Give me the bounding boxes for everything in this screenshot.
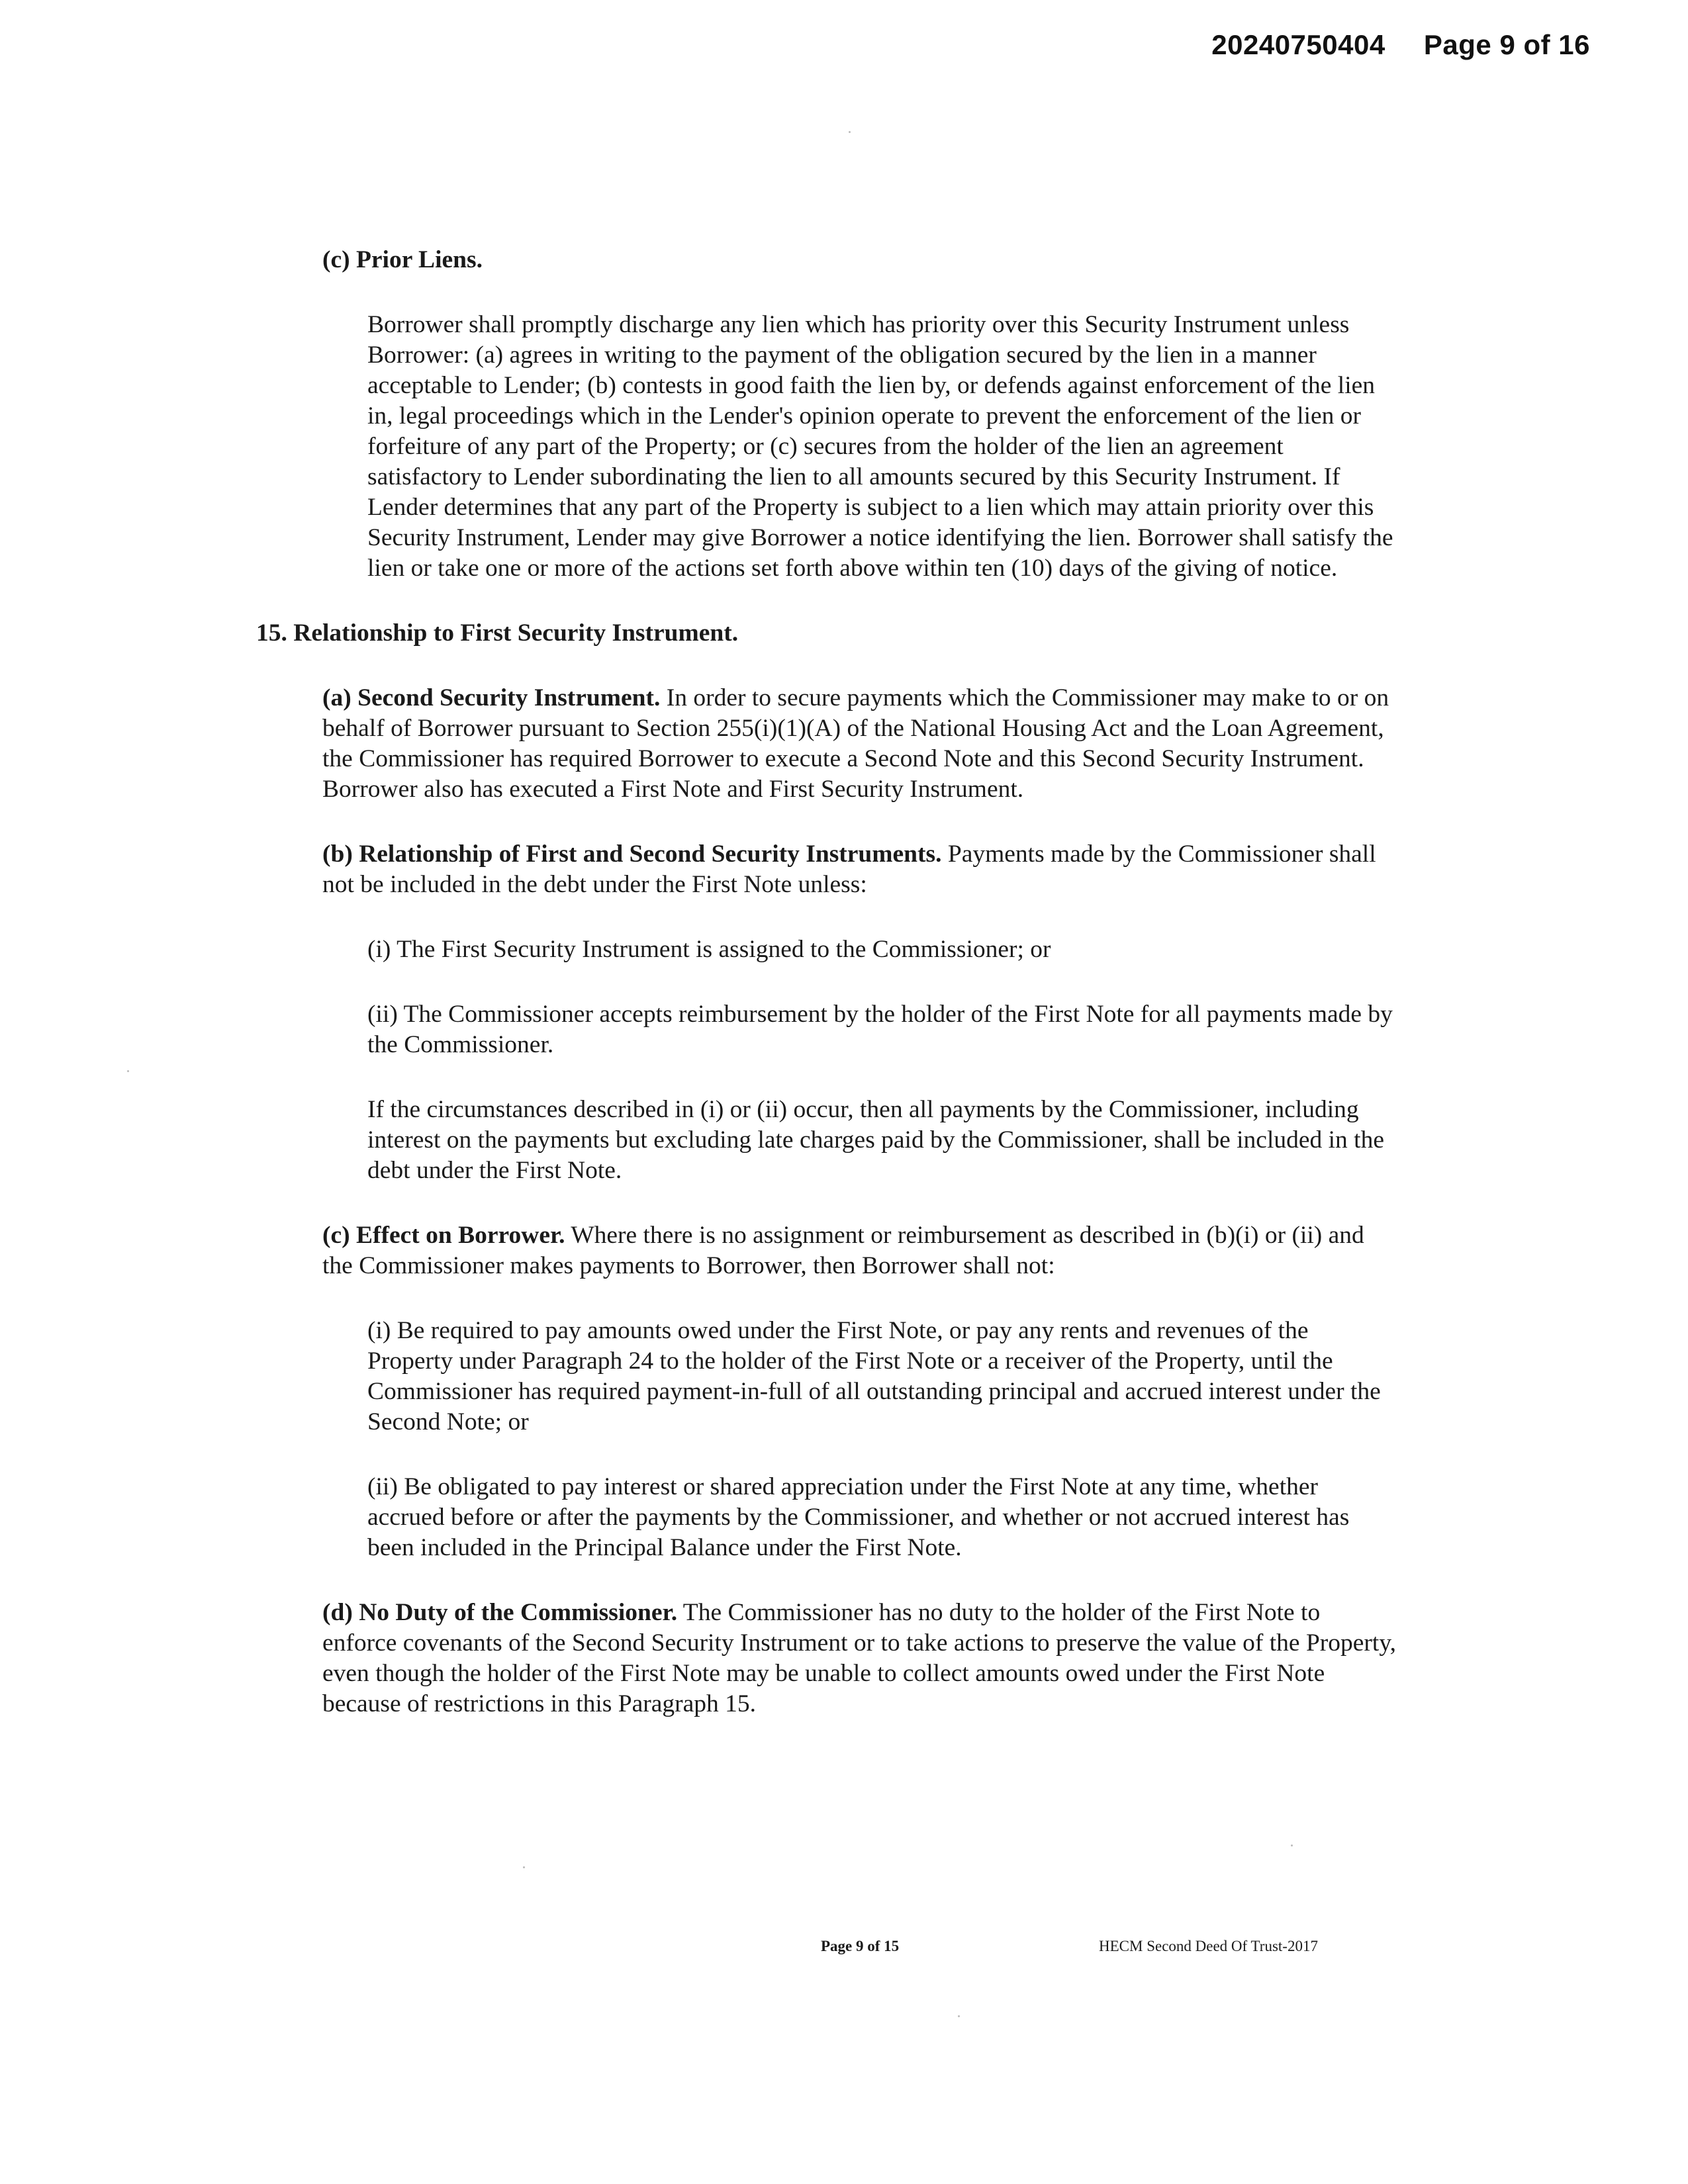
paragraph-15d-label: (d) No Duty of the Commissioner. xyxy=(322,1599,678,1626)
document-body xyxy=(0,245,1688,1754)
recording-page-label: Page 9 of 16 xyxy=(1423,29,1590,60)
paragraph-15b-label: (b) Relationship of First and Second Security Instruments. xyxy=(322,841,942,868)
paragraph-15b-i: (i) The First Security Instrument is assigned to the Commissioner; or xyxy=(367,936,1051,963)
paragraph-15c-ii: (ii) Be obligated to pay interest or shared appreciation under the First Note at any time, whether accrued before or after the payments by the Commissioner, and whether or not accrued interest has been included in the Principal Balance under the First Note. xyxy=(367,1473,1350,1561)
recording-stamp xyxy=(1211,29,1590,61)
paragraph-15c-i: (i) Be required to pay amounts owed under the First Note, or pay any rents and revenues of the Property under Paragraph 24 to the holder of the First Note or a receiver of the Property, until the Commissioner has required payment-in-full of all outstanding principal and accrued interest under the Second Note; or xyxy=(367,1317,1381,1435)
document-number: 20240750404 xyxy=(1211,29,1385,60)
footer-page-label: Page 9 of 15 xyxy=(821,1938,900,1954)
scan-speck xyxy=(849,131,851,133)
paragraph-15d-text: The Commissioner has no duty to the holder of the First Note to enforce covenants of the Second Security Instrument or to take actions to preserve the value of the Property, even though the holder of the First Note may be unable to collect amounts owed under the First Note because of restrictions in this Paragraph 15. xyxy=(322,1599,1397,1717)
paragraph-15b-closing: If the circumstances described in (i) or (ii) occur, then all payments by the Commissioner, including interest on the payments but excluding late charges paid by the Commissioner, shall be included in the debt under the First Note. xyxy=(367,1096,1384,1184)
paragraph-15a-label: (a) Second Security Instrument. xyxy=(322,684,661,711)
scan-speck xyxy=(958,2015,960,2017)
paragraph-15b-ii: (ii) The Commissioner accepts reimbursement by the holder of the First Note for all payments made by the Commissioner. xyxy=(367,1001,1393,1058)
paragraph-15a xyxy=(322,683,1398,805)
scan-speck xyxy=(523,1866,525,1868)
paragraph-15c-label: (c) Effect on Borrower. xyxy=(322,1222,565,1249)
paragraph-15b xyxy=(322,839,1398,900)
scan-speck xyxy=(127,1070,129,1072)
prior-liens-paragraph: Borrower shall promptly discharge any lien which has priority over this Security Instrument unless Borrower: (a) agrees in writing to the payment of the obligation secured by the lien in a manner acceptable to Lender; (b) contests in good faith the lien by, or defends against enforcement of the lien in, legal proceedings which in the Lender's opinion operate to prevent the enforcement of the lien or forfeiture of any part of the Property; or (c) secures from the holder of the lien an agreement satisfactory to Lender subordinating the lien to all amounts secured by this Security Instrument. If Lender determines that any part of the Property is subject to a lien which may attain priority over this Security Instrument, Lender may give Borrower a notice identifying the lien. Borrower shall satisfy the lien or take one or more of the actions set forth above within ten (10) days of the giving of notice. xyxy=(367,311,1393,582)
footer-form-label: HECM Second Deed Of Trust-2017 xyxy=(1099,1938,1318,1954)
paragraph-15a-text: In order to secure payments which the Commissioner may make to or on behalf of Borrower pursuant to Section 255(i)(1)(A) of the National Housing Act and the Loan Agreement, the Commissioner has required Borrower to execute a Second Note and this Second Security Instrument. Borrower also has executed a First Note and First Security Instrument. xyxy=(322,684,1389,803)
section-15-heading: 15. Relationship to First Security Instrument. xyxy=(256,619,739,647)
paragraph-15c xyxy=(322,1220,1398,1281)
scan-speck xyxy=(1291,1844,1293,1846)
paragraph-15d xyxy=(322,1598,1398,1719)
paragraph-15b-text: Payments made by the Commissioner shall not be included in the debt under the First Note unless: xyxy=(322,841,1376,898)
paragraph-15c-text: Where there is no assignment or reimbursement as described in (b)(i) or (ii) and the Commissioner makes payments to Borrower, then Borrower shall not: xyxy=(322,1222,1364,1279)
prior-liens-heading: (c) Prior Liens. xyxy=(322,246,483,273)
